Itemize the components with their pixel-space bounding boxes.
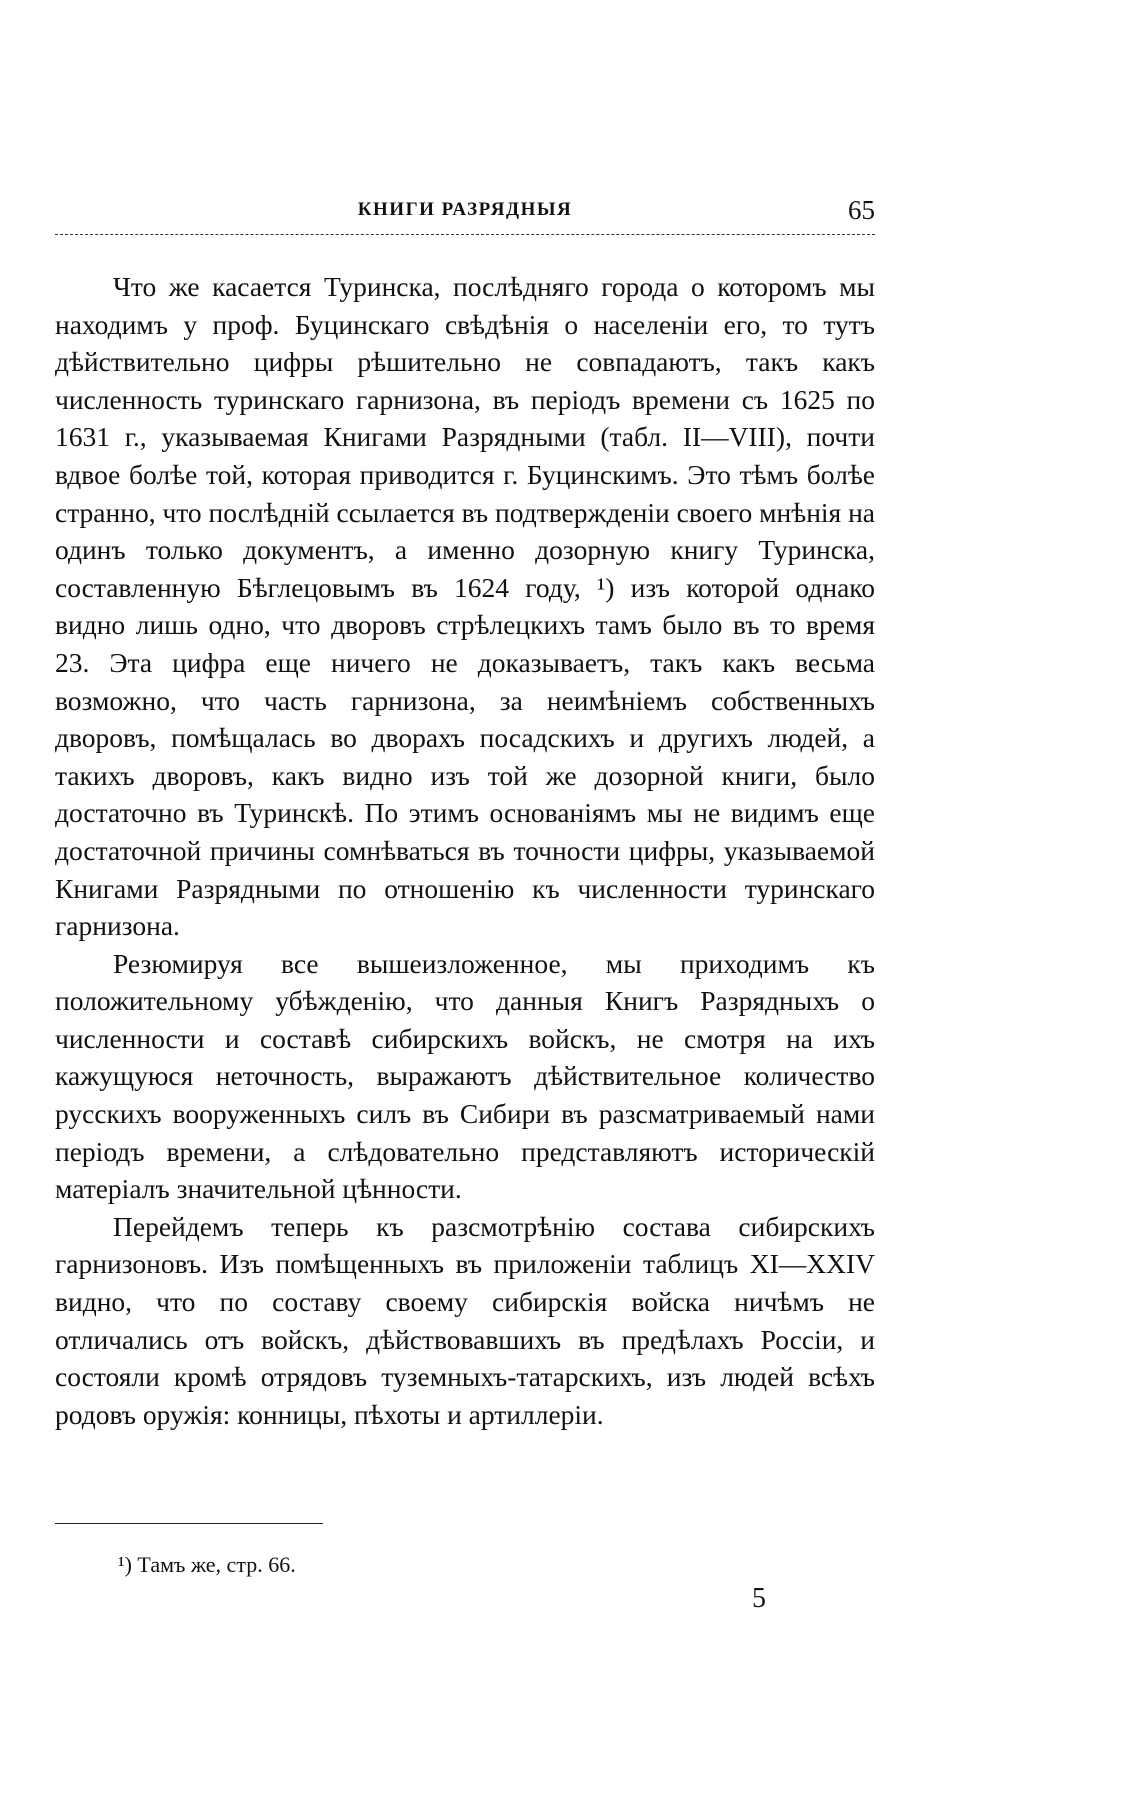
paragraph-turinsk: Что же касается Туринска, послѣдняго города о которомъ мы находимъ у проф. Буцинскаго свѣдѣнія о населеніи его, то тутъ дѣйствительно цифры рѣшительно не совпадаютъ, такъ какъ численность туринскаго гарнизона, въ періодъ времени съ 1625 по 1631 г., указываемая Книгами Разрядными (табл. II—VIII), почти вдвое болѣе той, которая приводится г. Буцинскимъ. Это тѣмъ болѣе странно, что послѣдній ссылается въ подтвержденіи своего мнѣнія на одинъ только документъ, а именно дозорную книгу Туринска, составленную Бѣглецовымъ въ 1624 году, ¹) изъ которой однако видно лишь одно, что дворовъ стрѣлецкихъ тамъ было въ то время 23. Эта цифра еще ничего не доказываетъ, такъ какъ весьма возможно, что часть гарнизона, за неимѣніемъ собственныхъ дворовъ, помѣщалась во дворахъ посадскихъ и другихъ людей, а такихъ дворовъ, какъ видно изъ той же дозорной книги, было достаточно въ Туринскѣ. По этимъ основаніямъ мы не видимъ еще достаточной причины сомнѣваться въ точности цифры, указываемой Книгами Разрядными по отношенію къ численности туринскаго гарнизона. xyxy=(55,271,875,942)
paragraph-garrisons: Перейдемъ теперь къ разсмотрѣнію состава сибирскихъ гарнизоновъ. Изъ помѣщенныхъ въ приложеніи таблицъ XI—XXIV видно, что по составу своему сибирскія войска ничѣмъ не отличались отъ войскъ, дѣйствовавшихъ въ предѣлахъ Россіи, и состояли кромѣ отрядовъ туземныхъ-татарскихъ, изъ людей всѣхъ родовъ оружія: конницы, пѣхоты и артиллеріи. xyxy=(55,1210,875,1430)
paragraph-summary: Резюмируя все вышеизложенное, мы приходимъ къ положительному убѣжденію, что данныя Книгъ Разрядныхъ о численности и составѣ сибирскихъ войскъ, не смотря на ихъ кажущуюся неточность, выражаютъ дѣйствительное количество русскихъ вооруженныхъ силъ въ Сибири въ разсматриваемый нами періодъ времени, а слѣдовательно представляютъ историческій матеріалъ значительной цѣнности. xyxy=(55,947,875,1205)
running-title: КНИГИ РАЗРЯДНЫЯ xyxy=(357,199,573,220)
footnote: ¹) Тамъ же, стр. 66. xyxy=(118,1552,296,1577)
footnote-rule xyxy=(55,1523,323,1524)
running-head xyxy=(55,195,875,235)
signature-mark: 5 xyxy=(752,1583,766,1614)
header-rule xyxy=(55,234,875,235)
body-text xyxy=(55,268,875,1433)
page-number: 65 xyxy=(848,195,875,225)
